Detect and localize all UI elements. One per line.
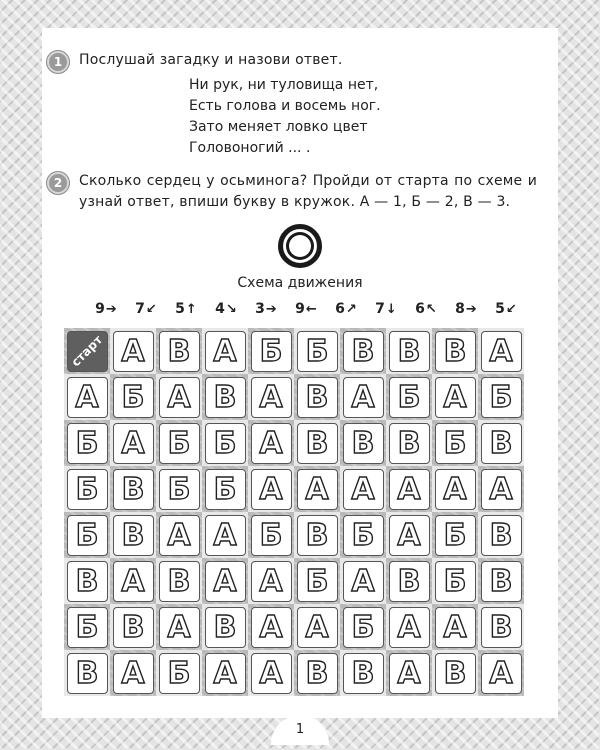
letter-tile: А — [251, 377, 292, 418]
grid-cell — [202, 558, 248, 604]
letter-tile: В — [481, 607, 522, 648]
move-arrow-icon: ↖ — [425, 302, 437, 317]
grid-cell — [156, 374, 202, 420]
grid-cell — [432, 512, 478, 558]
grid-cell — [110, 374, 156, 420]
task-number-badge: 2 — [47, 172, 69, 194]
letter-tile: В — [481, 515, 522, 556]
grid-cell — [202, 512, 248, 558]
move-count: 6 — [415, 301, 425, 317]
letter-tile: А — [297, 607, 338, 648]
grid-cell — [202, 466, 248, 512]
grid-cell — [64, 374, 110, 420]
riddle-line: Есть голова и восемь ног. — [189, 98, 381, 114]
letter-tile: В — [67, 561, 108, 602]
grid-cell — [432, 328, 478, 374]
letter-tile: Б — [113, 377, 154, 418]
move-step — [246, 301, 286, 317]
grid-cell — [248, 650, 294, 696]
letter-tile: А — [113, 653, 154, 694]
letter-tile: А — [205, 515, 246, 556]
grid-cell — [340, 466, 386, 512]
riddle-line: Ни рук, ни туловища нет, — [189, 77, 379, 93]
grid-cell — [386, 512, 432, 558]
grid-cell — [340, 558, 386, 604]
grid-cell — [340, 374, 386, 420]
letter-tile: В — [343, 331, 384, 372]
move-count: 6 — [335, 301, 345, 317]
letter-tile: А — [113, 561, 154, 602]
move-step — [166, 301, 206, 317]
move-step — [326, 301, 366, 317]
letter-tile: А — [251, 653, 292, 694]
letter-tile: А — [481, 331, 522, 372]
letter-tile: А — [435, 607, 476, 648]
move-step — [126, 301, 166, 317]
grid-cell — [432, 650, 478, 696]
move-count: 7 — [375, 301, 385, 317]
grid-cell — [386, 466, 432, 512]
grid-cell — [64, 420, 110, 466]
grid-cell — [202, 420, 248, 466]
letter-tile: В — [113, 469, 154, 510]
letter-tile: А — [481, 653, 522, 694]
grid-cell — [340, 650, 386, 696]
letter-tile: В — [297, 423, 338, 464]
letter-tile: Б — [435, 423, 476, 464]
letter-tile: В — [297, 377, 338, 418]
grid-cell — [478, 604, 524, 650]
grid-cell — [294, 650, 340, 696]
grid-cell — [478, 328, 524, 374]
grid-cell — [386, 420, 432, 466]
letter-tile: А — [205, 331, 246, 372]
grid-cell — [156, 328, 202, 374]
move-arrow-icon: ↘ — [225, 302, 237, 317]
letter-tile: А — [389, 653, 430, 694]
letter-tile: В — [343, 423, 384, 464]
grid-cell — [294, 328, 340, 374]
task-1 — [47, 50, 342, 73]
grid-cell — [432, 466, 478, 512]
letter-tile: А — [251, 607, 292, 648]
grid-cell — [386, 650, 432, 696]
letter-tile: Б — [205, 469, 246, 510]
riddle-line: Головоногий ... . — [189, 140, 311, 156]
grid-cell — [248, 558, 294, 604]
start-tile — [67, 331, 108, 372]
task-number-badge: 1 — [47, 51, 69, 73]
answer-circle[interactable] — [278, 224, 322, 268]
grid-cell — [386, 604, 432, 650]
grid-cell — [248, 328, 294, 374]
letter-tile: Б — [481, 377, 522, 418]
letter-tile: А — [113, 423, 154, 464]
grid-cell — [110, 328, 156, 374]
move-count: 5 — [495, 301, 505, 317]
letter-tile: Б — [251, 331, 292, 372]
letter-tile: Б — [297, 561, 338, 602]
move-step — [286, 301, 326, 317]
grid-cell — [340, 604, 386, 650]
letter-tile: А — [67, 377, 108, 418]
move-step — [406, 301, 446, 317]
grid-cell — [478, 558, 524, 604]
letter-tile: А — [389, 515, 430, 556]
grid-cell — [156, 420, 202, 466]
move-count: 7 — [135, 301, 145, 317]
letter-tile: В — [389, 331, 430, 372]
grid-cell — [432, 558, 478, 604]
move-arrow-icon: ← — [305, 302, 317, 317]
grid-cell — [294, 512, 340, 558]
grid-cell — [202, 604, 248, 650]
grid-cell — [64, 650, 110, 696]
letter-tile: А — [435, 377, 476, 418]
move-arrow-icon: ↑ — [185, 302, 197, 317]
move-arrow-icon: ➔ — [465, 302, 477, 317]
move-arrow-icon: ↙ — [145, 302, 157, 317]
letter-tile: А — [251, 469, 292, 510]
grid-cell — [432, 420, 478, 466]
grid-cell — [64, 328, 110, 374]
grid-cell — [248, 512, 294, 558]
letter-tile: Б — [297, 331, 338, 372]
move-arrow-icon: ➔ — [265, 302, 277, 317]
grid-cell — [386, 374, 432, 420]
move-count: 8 — [455, 301, 465, 317]
letter-tile: А — [389, 469, 430, 510]
grid-cell — [340, 420, 386, 466]
grid-cell — [248, 374, 294, 420]
move-arrow-icon: ➔ — [105, 302, 117, 317]
task-2-instruction: Сколько сердец у осьминога? Пройди от старта по схеме и узнай ответ, впиши букву в кружок. А — 1, Б — 2, В — 3. — [79, 173, 537, 210]
letter-tile: А — [481, 469, 522, 510]
letter-tile: В — [297, 653, 338, 694]
move-count: 5 — [175, 301, 185, 317]
letter-tile: А — [251, 561, 292, 602]
letter-tile: А — [343, 469, 384, 510]
movement-scheme — [86, 301, 526, 317]
grid-cell — [432, 374, 478, 420]
move-count: 9 — [295, 301, 305, 317]
letter-tile: Б — [67, 469, 108, 510]
riddle-line: Зато меняет ловко цвет — [189, 119, 368, 135]
letter-tile: В — [113, 515, 154, 556]
grid-cell — [340, 512, 386, 558]
letter-tile: В — [205, 377, 246, 418]
grid-cell — [294, 466, 340, 512]
letter-tile: В — [113, 607, 154, 648]
grid-cell — [202, 374, 248, 420]
grid-cell — [478, 650, 524, 696]
grid-cell — [156, 512, 202, 558]
grid-cell — [110, 558, 156, 604]
letter-tile: Б — [67, 423, 108, 464]
letter-tile: Б — [159, 653, 200, 694]
grid-cell — [248, 466, 294, 512]
letter-tile: Б — [343, 607, 384, 648]
letter-tile: Б — [389, 377, 430, 418]
grid-cell — [386, 328, 432, 374]
letter-tile: Б — [159, 423, 200, 464]
grid-cell — [248, 420, 294, 466]
letter-tile: Б — [343, 515, 384, 556]
move-step — [446, 301, 486, 317]
letter-tile: А — [389, 607, 430, 648]
grid-cell — [156, 604, 202, 650]
task-1-instruction: Послушай загадку и назови ответ. — [79, 52, 343, 68]
letter-tile: В — [67, 653, 108, 694]
task-2 — [47, 171, 547, 213]
letter-tile: Б — [251, 515, 292, 556]
grid-cell — [248, 604, 294, 650]
grid-cell — [110, 466, 156, 512]
grid-cell — [64, 466, 110, 512]
letter-grid — [64, 328, 524, 696]
schema-title: Схема движения — [237, 275, 363, 291]
grid-cell — [478, 512, 524, 558]
grid-cell — [386, 558, 432, 604]
grid-cell — [110, 420, 156, 466]
letter-tile: В — [343, 653, 384, 694]
letter-tile: В — [159, 331, 200, 372]
grid-cell — [156, 650, 202, 696]
move-arrow-icon: ↗ — [345, 302, 357, 317]
letter-tile: А — [251, 423, 292, 464]
letter-tile: В — [435, 653, 476, 694]
letter-tile: В — [435, 331, 476, 372]
letter-tile: А — [343, 561, 384, 602]
grid-cell — [110, 604, 156, 650]
letter-tile: А — [435, 469, 476, 510]
letter-tile: Б — [435, 561, 476, 602]
page-number: 1 — [271, 715, 329, 745]
letter-tile: А — [113, 331, 154, 372]
move-count: 9 — [95, 301, 105, 317]
grid-cell — [294, 374, 340, 420]
move-count: 3 — [255, 301, 265, 317]
grid-cell — [156, 558, 202, 604]
move-step — [86, 301, 126, 317]
grid-cell — [478, 466, 524, 512]
move-step — [366, 301, 406, 317]
letter-tile: А — [205, 653, 246, 694]
letter-tile: Б — [67, 515, 108, 556]
move-arrow-icon: ↙ — [505, 302, 517, 317]
move-step — [206, 301, 246, 317]
grid-cell — [478, 420, 524, 466]
start-label: старт — [68, 332, 106, 370]
riddle — [189, 75, 381, 159]
move-count: 4 — [215, 301, 225, 317]
letter-tile: А — [159, 607, 200, 648]
letter-tile: Б — [159, 469, 200, 510]
grid-cell — [340, 328, 386, 374]
letter-tile: А — [343, 377, 384, 418]
letter-tile: А — [205, 561, 246, 602]
grid-cell — [294, 604, 340, 650]
letter-tile: Б — [205, 423, 246, 464]
letter-tile: В — [389, 423, 430, 464]
letter-tile: В — [159, 561, 200, 602]
grid-cell — [294, 558, 340, 604]
letter-tile: Б — [67, 607, 108, 648]
letter-tile: А — [159, 515, 200, 556]
grid-cell — [202, 328, 248, 374]
grid-cell — [64, 604, 110, 650]
letter-tile: В — [481, 561, 522, 602]
grid-cell — [202, 650, 248, 696]
grid-cell — [156, 466, 202, 512]
letter-tile: Б — [435, 515, 476, 556]
worksheet-page — [42, 28, 558, 737]
move-arrow-icon: ↓ — [385, 302, 397, 317]
letter-tile: А — [297, 469, 338, 510]
grid-cell — [110, 512, 156, 558]
grid-cell — [478, 374, 524, 420]
letter-tile: А — [159, 377, 200, 418]
letter-tile: В — [481, 423, 522, 464]
grid-cell — [432, 604, 478, 650]
move-step — [486, 301, 526, 317]
grid-cell — [64, 512, 110, 558]
letter-tile: В — [297, 515, 338, 556]
grid-cell — [64, 558, 110, 604]
letter-tile: В — [389, 561, 430, 602]
letter-tile: В — [205, 607, 246, 648]
grid-cell — [294, 420, 340, 466]
grid-cell — [110, 650, 156, 696]
